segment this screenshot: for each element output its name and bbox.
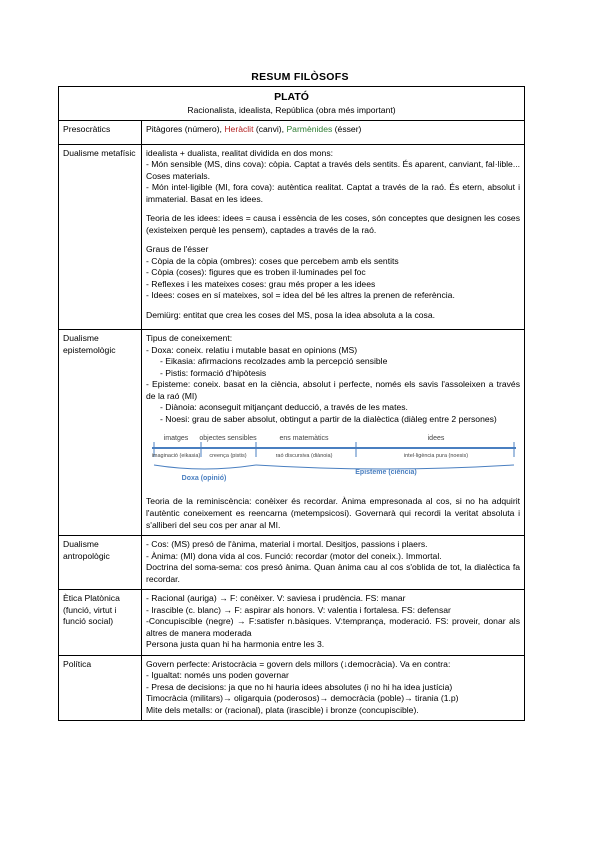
paragraph: - Racional (auriga) → F: conèixer. V: saviesa i prudència. FS: manar bbox=[146, 593, 406, 603]
document-title: RESUM FILÒSOFS bbox=[251, 71, 349, 83]
diagram-bottom-label: intel·ligència pura (noesis) bbox=[403, 453, 469, 459]
row-content bbox=[142, 144, 525, 330]
diagram-top-label: ens matemàtics bbox=[279, 435, 329, 442]
row-label: Presocràtics bbox=[59, 121, 142, 145]
paragraph: - Doxa: coneix. relatiu i mutable basat en opinions (MS) bbox=[146, 344, 358, 355]
paragraph: - Irascible (c. blanc) → F: aspirar als honors. V: valentia i fortalesa. FS: defensar bbox=[146, 604, 451, 615]
text: (canvi), bbox=[253, 124, 287, 134]
paragraph: Tipus de coneixement: bbox=[146, 333, 233, 343]
row-content bbox=[142, 655, 525, 721]
paragraph: - Món intel·ligible (MI, fora cova): autèntica realitat. Captat a través de la raó. És etern, absolut i immaterial. Basat en les idees. bbox=[146, 182, 520, 204]
row-content bbox=[142, 590, 525, 656]
text: Pitàgores (número), bbox=[146, 124, 225, 134]
row-label: Dualisme metafísic bbox=[59, 144, 142, 330]
diagram-bottom-label: creença (pistis) bbox=[209, 453, 247, 459]
paragraph: - Diànoia: aconseguit mitjançant deducció, a través de les mates. bbox=[160, 402, 408, 412]
header-cell bbox=[59, 87, 525, 121]
paragraph: - Pistis: formació d'hipòtesis bbox=[160, 367, 267, 378]
paragraph: - Eikasia: afirmacions recolzades amb la percepció sensible bbox=[160, 356, 388, 366]
row-label: Dualisme antropològic bbox=[59, 536, 142, 590]
knowledge-diagram-svg bbox=[146, 427, 516, 491]
philosopher-subtitle: Racionalista, idealista, República (obra més important) bbox=[187, 105, 396, 115]
paragraph: - Noesi: grau de saber absolut, obtingut a partir de la dialèctica (diàleg entre 2 persones) bbox=[160, 413, 497, 424]
paragraph: Timocràcia (militars)→ oligarquia (poderosos)→ democràcia (poble)→ tirania (1.p) bbox=[146, 693, 459, 703]
paragraph: Govern perfecte: Aristocràcia = govern dels millors (↓democràcia). Va en contra: bbox=[146, 658, 451, 669]
paragraph: idealista + dualista, realitat dividida en dos mons: bbox=[146, 147, 334, 158]
list-item: - Còpia de la còpia (ombres): coses que percebem amb els sentits bbox=[146, 255, 399, 266]
paragraph: Persona justa quan hi ha harmonia entre les 3. bbox=[146, 639, 325, 649]
heraclit-text: Heràclit bbox=[224, 124, 254, 134]
list-item: - Reflexes i les mateixes coses: grau més proper a les idees bbox=[146, 278, 376, 289]
row-antropologic bbox=[59, 536, 525, 590]
row-politica bbox=[59, 655, 525, 721]
paragraph: - Igualtat: només uns poden governar bbox=[146, 670, 289, 680]
row-content bbox=[142, 121, 525, 145]
paragraph: - Presa de decisions: ja que no hi hauria idees absolutes (i no hi ha idea justícia) bbox=[146, 681, 453, 692]
row-content bbox=[142, 536, 525, 590]
row-presocratics bbox=[59, 121, 525, 145]
header-row bbox=[59, 87, 525, 121]
doxa-label: Doxa (opinió) bbox=[181, 475, 227, 482]
paragraph: Doctrina del soma-sema: cos presó ànima. Quan ànima cau al cos s'oblida de tot, la dialèctica fa recordar. bbox=[146, 562, 520, 584]
paragraph: Graus de l'ésser bbox=[146, 244, 209, 254]
row-metafisic bbox=[59, 144, 525, 330]
knowledge-diagram bbox=[146, 427, 520, 491]
row-label: Política bbox=[59, 655, 142, 721]
paragraph: Mite dels metalls: or (racional), plata (irascible) i bronze (concupiscible). bbox=[146, 704, 419, 715]
diagram-top-label: imatges bbox=[163, 435, 189, 442]
episteme-label: Episteme (ciència) bbox=[355, 469, 417, 476]
list-item: - Còpia (coses): figures que es troben il·luminades pel foc bbox=[146, 267, 366, 277]
row-label: Ètica Platònica (funció, virtut i funció social) bbox=[59, 590, 142, 656]
parmenides-text: Parmènides bbox=[286, 124, 333, 134]
diagram-top-label: objectes sensibles bbox=[199, 435, 257, 442]
doxa-bracket bbox=[154, 465, 256, 469]
row-label: Dualisme epistemològic bbox=[59, 330, 142, 536]
row-etica bbox=[59, 590, 525, 656]
diagram-bottom-label: imaginació (eikasia) bbox=[151, 453, 201, 459]
diagram-bottom-label: raó discursiva (diànoia) bbox=[275, 453, 333, 459]
paragraph: -Concupiscible (negre) → F:satisfer n.bàsiques. V:temprança, moderació. FS: proveir, donar als altres de manera moderada bbox=[146, 616, 520, 638]
paragraph: - Episteme: coneix. basat en la ciència, absolut i perfecte, només els savis l'assoleixen a través de la raó (MI) bbox=[146, 379, 520, 401]
diagram-top-label: idees bbox=[427, 435, 445, 442]
text: (ésser) bbox=[332, 124, 362, 134]
paragraph: - Ànima: (MI) dona vida al cos. Funció: recordar (motor del coneix.). Immortal. bbox=[146, 550, 442, 561]
paragraph: - Món sensible (MS, dins cova): còpia. Captat a través dels sentits. És aparent, canviant, fal·lible... Coses materials. bbox=[146, 159, 521, 181]
row-content bbox=[142, 330, 525, 536]
paragraph: - Cos: (MS) presó de l'ànima, material i mortal. Desitjos, passions i plaers. bbox=[146, 539, 428, 549]
list-item: - Idees: coses en sí mateixes, sol = idea del bé les altres la prenen de referència. bbox=[146, 290, 455, 300]
paragraph: Teoria de la reminiscència: conèixer és recordar. Ànima empresonada al cos, si no ha adquirit l'autèntic coneixement es reencarna (metempsicosi). Governarà qui recordi la veritat absoluta i s'alliberi del seu cos per anar al MI. bbox=[146, 496, 520, 530]
paragraph: Teoria de les idees: idees = causa i essència de les coses, són conceptes que designen les coses (existeixen perquè les pensem), captades a través de la raó. bbox=[146, 213, 520, 235]
philosopher-name: PLATÓ bbox=[274, 91, 309, 103]
summary-table bbox=[58, 86, 525, 721]
row-epistemologic bbox=[59, 330, 525, 536]
paragraph: Demiürg: entitat que crea les coses del MS, posa la idea absoluta a la cosa. bbox=[146, 309, 436, 320]
